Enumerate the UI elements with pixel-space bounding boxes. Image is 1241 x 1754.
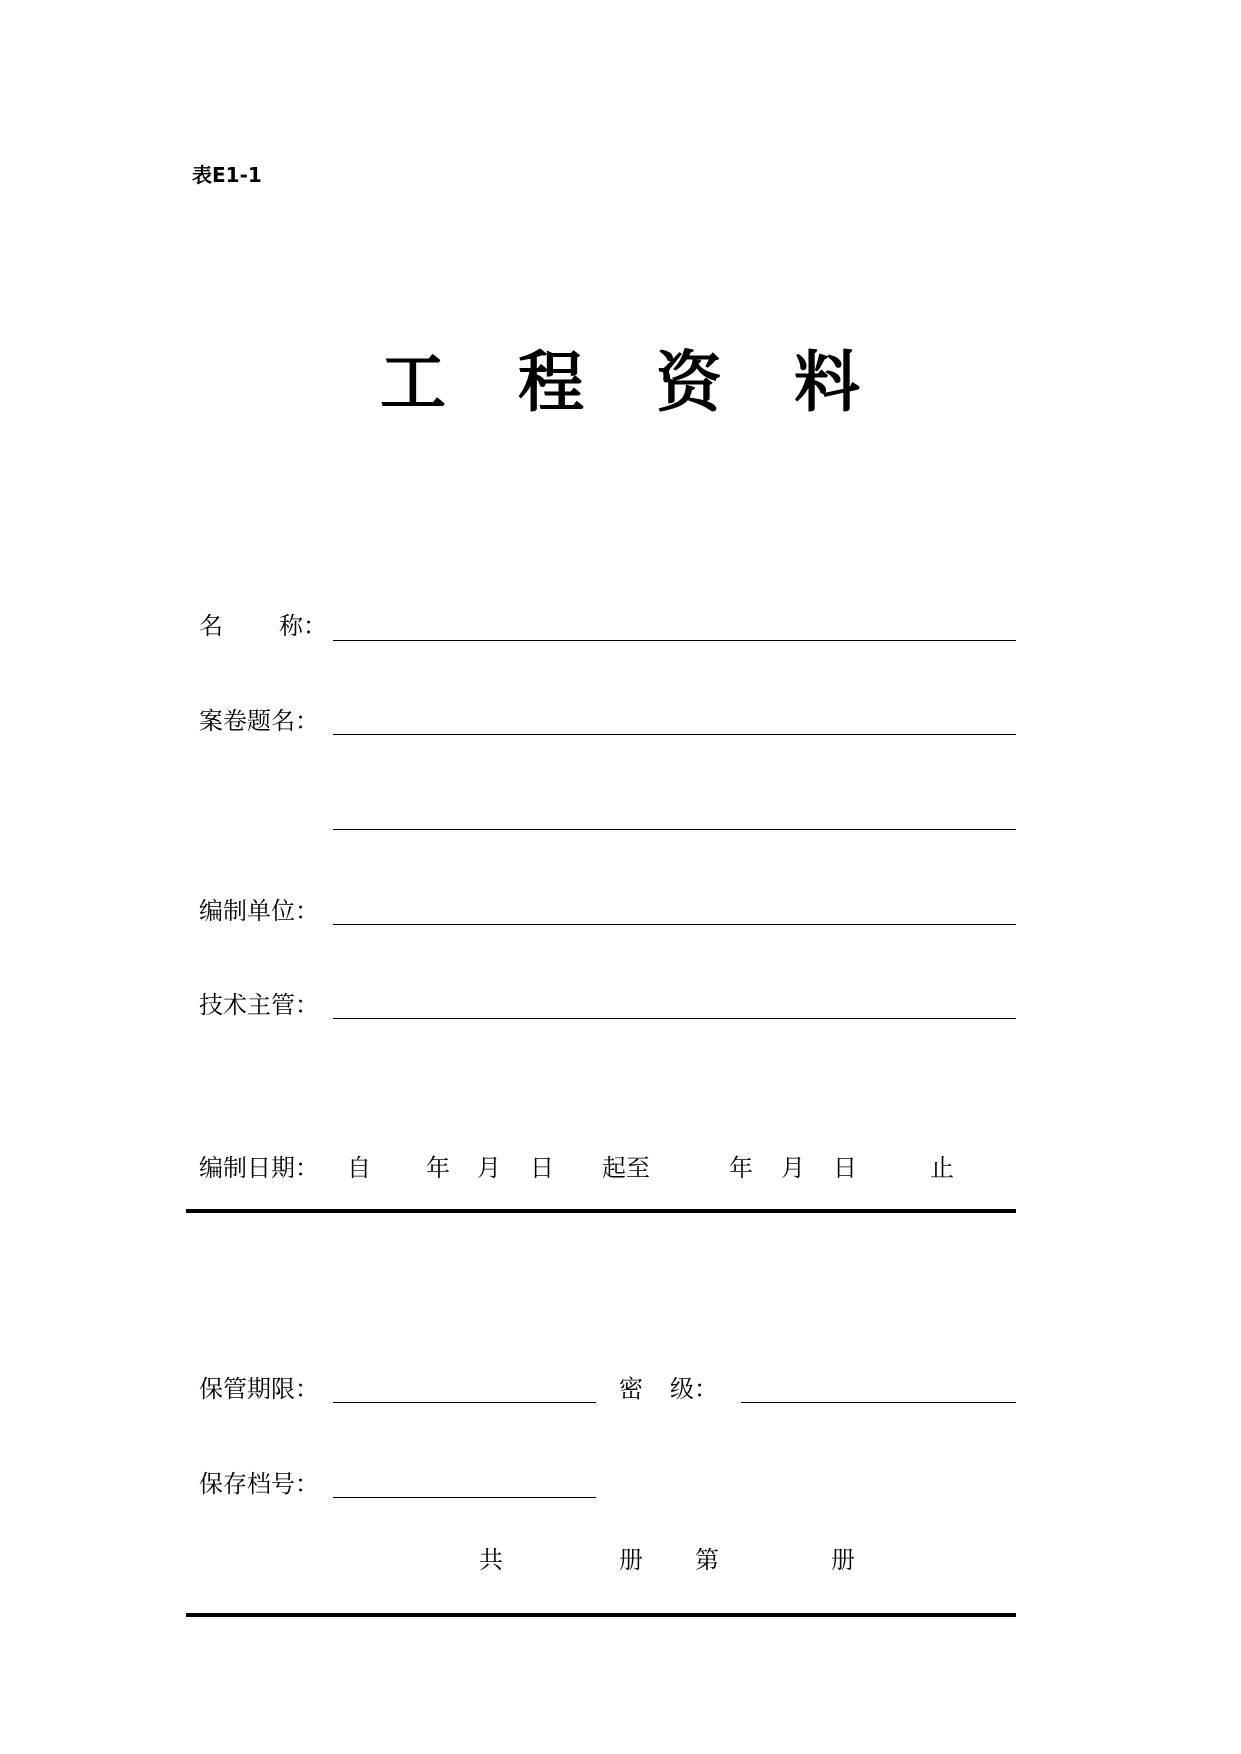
compiler-field-line[interactable] xyxy=(333,924,1016,925)
title-char: 资 xyxy=(656,344,722,421)
retention-field-line[interactable] xyxy=(333,1402,596,1403)
date-from: 自 xyxy=(347,1154,371,1182)
date-month-1: 月 xyxy=(477,1154,501,1182)
archive-no-label: 保存档号： xyxy=(199,1470,319,1498)
volume-total: 共 xyxy=(479,1546,503,1574)
form-code: 表E1-1 xyxy=(192,163,262,187)
date-day-1: 日 xyxy=(530,1154,554,1182)
section-divider-2 xyxy=(186,1613,1016,1617)
title-char: 程 xyxy=(518,344,584,421)
tech-supervisor-field-line[interactable] xyxy=(333,1018,1016,1019)
case-title-line-2[interactable] xyxy=(333,829,1016,830)
secrecy-field-line[interactable] xyxy=(741,1402,1016,1403)
date-to: 起至 xyxy=(602,1154,650,1182)
date-label: 编制日期： xyxy=(199,1154,319,1182)
section-divider-1 xyxy=(186,1209,1016,1213)
name-label-char: 称： xyxy=(279,612,327,640)
date-year-1: 年 xyxy=(426,1154,450,1182)
case-title-label: 案卷题名： xyxy=(199,707,319,735)
tech-supervisor-label: 技术主管： xyxy=(199,991,319,1019)
date-end: 止 xyxy=(930,1154,954,1182)
name-field-line[interactable] xyxy=(333,640,1016,641)
name-label-char: 名 xyxy=(199,612,223,640)
title-char: 工 xyxy=(380,344,446,421)
title-char: 料 xyxy=(794,344,860,421)
secrecy-label-char: 密 xyxy=(619,1375,643,1403)
secrecy-label-char: 级： xyxy=(670,1375,718,1403)
volume-ordinal: 第 xyxy=(695,1546,719,1574)
compiler-label: 编制单位： xyxy=(199,897,319,925)
document-title xyxy=(380,343,860,423)
case-title-line-1[interactable] xyxy=(333,734,1016,735)
name-label xyxy=(199,611,329,641)
date-day-2: 日 xyxy=(833,1154,857,1182)
volume-unit-2: 册 xyxy=(831,1546,855,1574)
retention-label: 保管期限： xyxy=(199,1375,319,1403)
date-month-2: 月 xyxy=(781,1154,805,1182)
volume-unit-1: 册 xyxy=(619,1546,643,1574)
archive-no-field-line[interactable] xyxy=(333,1497,596,1498)
date-year-2: 年 xyxy=(729,1154,753,1182)
